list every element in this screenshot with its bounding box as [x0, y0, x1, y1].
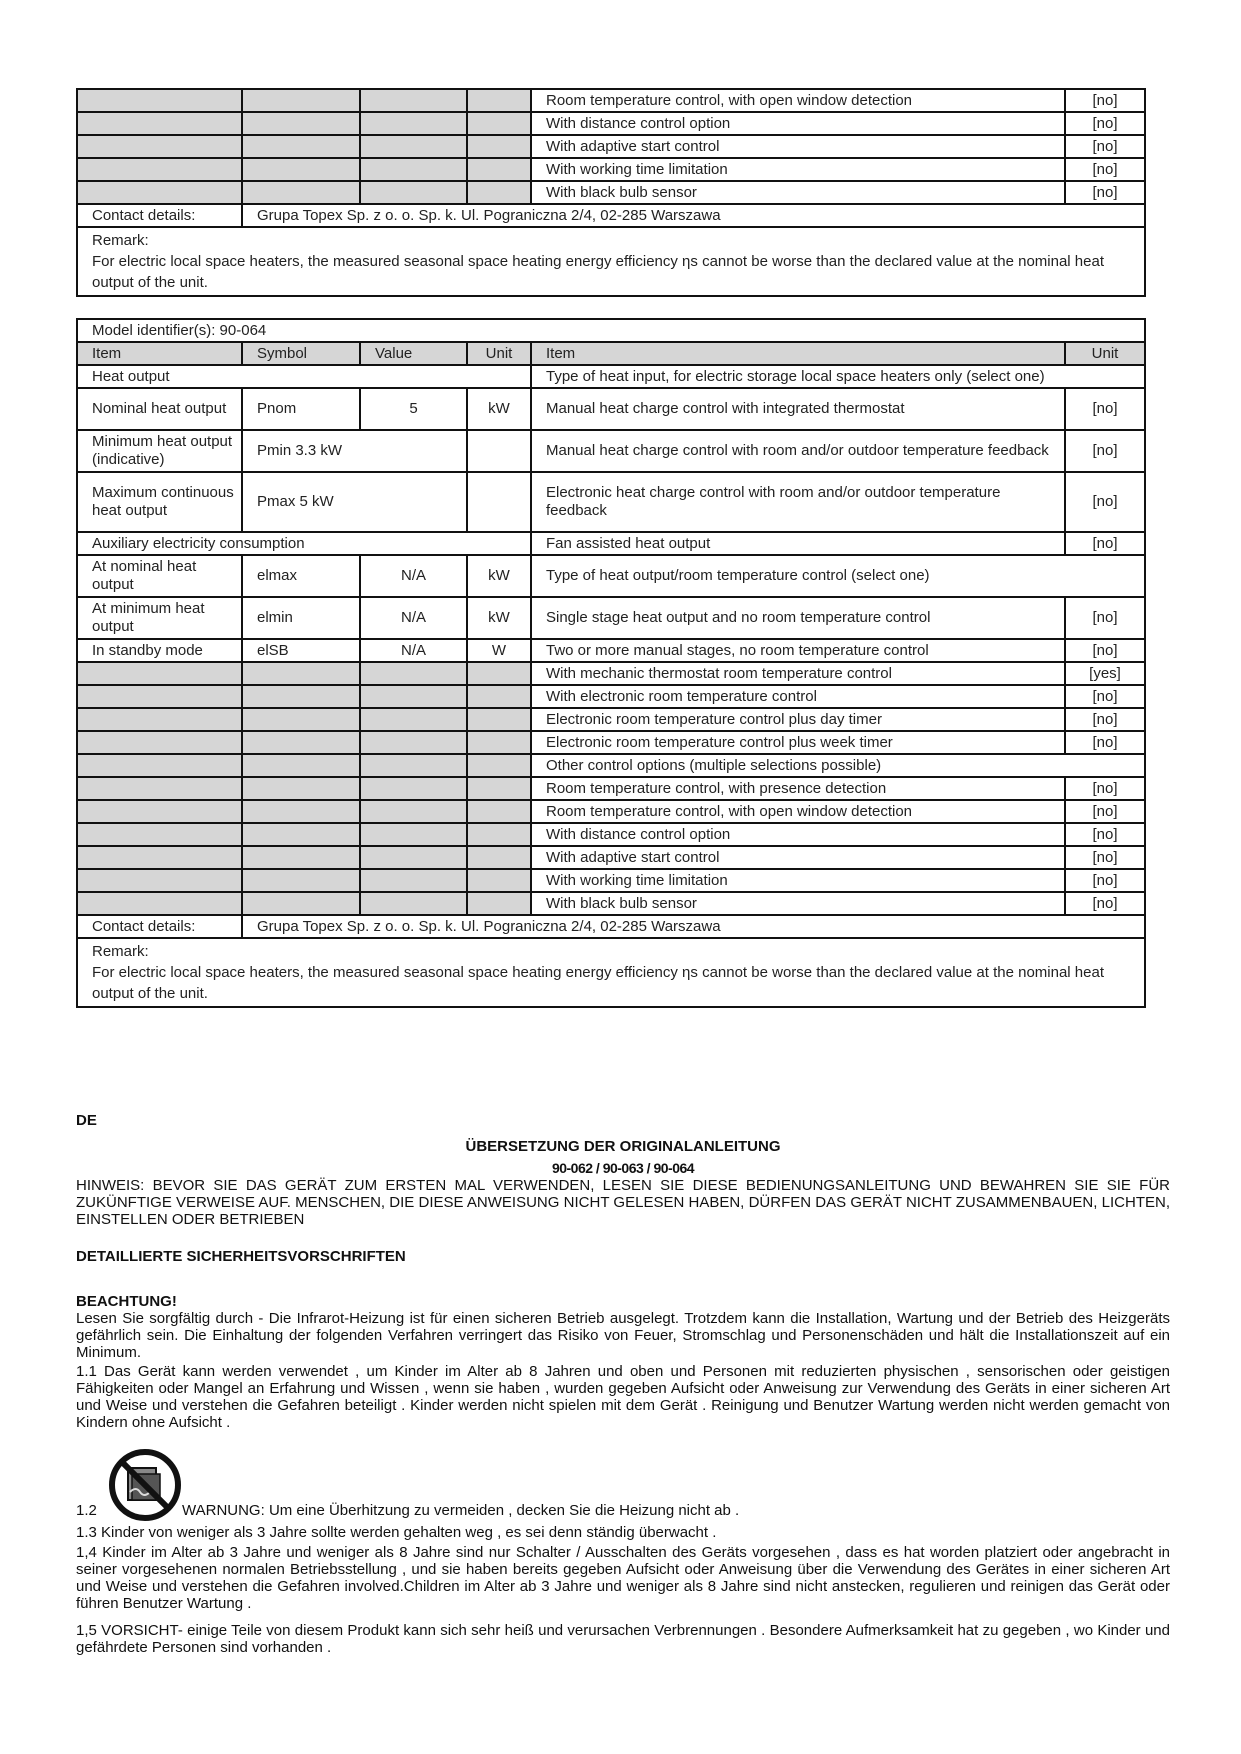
- model-row: [77, 319, 1145, 342]
- control-answer: [no]: [1065, 892, 1145, 915]
- contact-value: Grupa Topex Sp. z o. o. Sp. k. Ul. Pograniczna 2/4, 02-285 Warszawa: [242, 915, 1145, 938]
- paragraph-1-5: 1,5 VORSICHT- einige Teile von diesem Produkt kann sich sehr heiß und verursachen Verbrennungen . Besondere Aufmerksamkeit hat zu gegeben , wo Kinder und gefährdete Personen sind vorhanden .: [76, 1622, 1170, 1656]
- control-answer: [no]: [1065, 472, 1145, 532]
- remark-label: Remark:: [92, 943, 149, 960]
- standby-unit: W: [467, 639, 531, 662]
- control-item: With adaptive start control: [531, 135, 1065, 158]
- control-item: Electronic room temperature control plus week timer: [531, 731, 1065, 754]
- standby-value: N/A: [360, 639, 467, 662]
- heat-input-type: Type of heat input, for electric storage local space heaters only (select one): [531, 365, 1145, 388]
- section-title: ÜBERSETZUNG DER ORIGINALANLEITUNG: [465, 1138, 781, 1155]
- control-answer: [no]: [1065, 639, 1145, 662]
- table-row: [77, 112, 1145, 135]
- header-row: [77, 342, 1145, 365]
- control-answer: [no]: [1065, 731, 1145, 754]
- model-numbers: 90-062 / 90-063 / 90-064: [551, 1160, 695, 1176]
- control-answer: [no]: [1065, 708, 1145, 731]
- control-item: With working time limitation: [531, 158, 1065, 181]
- control-answer: [no]: [1065, 685, 1145, 708]
- control-item: With working time limitation: [531, 869, 1065, 892]
- control-item: Room temperature control, with presence detection: [531, 777, 1065, 800]
- at-minimum-symbol: elmin: [242, 597, 360, 639]
- control-answer: [no]: [1065, 597, 1145, 639]
- spec-table-90-064: [76, 318, 1146, 1008]
- header-item: Item: [77, 342, 242, 365]
- table-row: [77, 181, 1145, 204]
- minimum-label: Minimum heat output (indicative): [77, 430, 242, 472]
- table-row: [77, 869, 1145, 892]
- language-code: DE: [76, 1112, 97, 1129]
- control-item: Electronic heat charge control with room and/or outdoor temperature feedback: [531, 472, 1065, 532]
- control-type-heading: Type of heat output/room temperature control (select one): [531, 555, 1145, 597]
- control-item: Fan assisted heat output: [531, 532, 1065, 555]
- at-minimum-value: N/A: [360, 597, 467, 639]
- control-answer: [no]: [1065, 388, 1145, 430]
- control-item: With distance control option: [531, 823, 1065, 846]
- control-item: Two or more manual stages, no room temperature control: [531, 639, 1065, 662]
- table-row: [77, 662, 1145, 685]
- notice-text: HINWEIS: BEVOR SIE DAS GERÄT ZUM ERSTEN MAL VERWENDEN, LESEN SIE DIESE BEDIENUNGSANLEITUNG UND BEWAHREN SIE SIE FÜR ZUKÜNFTIGE VERWEISE AUF. MENSCHEN, DIE DIESE ANWEISUNG NICHT GELESEN HABEN, DÜRFEN DAS GERÄT NICHT ZUSAMMENBAUEN, LICHTEN, EINSTELLEN ODER BETRIEBEN: [76, 1177, 1170, 1228]
- contact-value: Grupa Topex Sp. z o. o. Sp. k. Ul. Pograniczna 2/4, 02-285 Warszawa: [242, 204, 1145, 227]
- remark-label: Remark:: [92, 232, 149, 249]
- control-answer: [no]: [1065, 869, 1145, 892]
- attention-heading: BEACHTUNG!: [76, 1293, 177, 1310]
- nominal-label: Nominal heat output: [77, 388, 242, 430]
- control-item: With black bulb sensor: [531, 181, 1065, 204]
- header-item-2: Item: [531, 342, 1065, 365]
- aux-consumption-label: Auxiliary electricity consumption: [77, 532, 531, 555]
- header-unit-2: Unit: [1065, 342, 1145, 365]
- at-nominal-value: N/A: [360, 555, 467, 597]
- model-identifier: Model identifier(s): 90-064: [77, 319, 1145, 342]
- control-item: Electronic room temperature control plus day timer: [531, 708, 1065, 731]
- remark-row: [77, 227, 1145, 296]
- paragraph-1-2: WARNUNG: Um eine Überhitzung zu vermeiden , decken Sie die Heizung nicht ab .: [182, 1502, 740, 1519]
- safety-heading: DETAILLIERTE SICHERHEITSVORSCHRIFTEN: [76, 1248, 406, 1265]
- header-unit: Unit: [467, 342, 531, 365]
- control-answer: [no]: [1065, 777, 1145, 800]
- control-answer: [no]: [1065, 823, 1145, 846]
- table-row: [77, 89, 1145, 112]
- header-value: Value: [360, 342, 467, 365]
- control-answer: [no]: [1065, 532, 1145, 555]
- remark-row: [77, 938, 1145, 1007]
- control-answer: [no]: [1065, 430, 1145, 472]
- other-options-heading: Other control options (multiple selections possible): [531, 754, 1145, 777]
- control-item: With electronic room temperature control: [531, 685, 1065, 708]
- table-row: [77, 708, 1145, 731]
- table-row: [77, 639, 1145, 662]
- control-item: With mechanic thermostat room temperature control: [531, 662, 1065, 685]
- control-answer: [no]: [1065, 112, 1145, 135]
- control-answer: [no]: [1065, 89, 1145, 112]
- table-row: [77, 532, 1145, 555]
- intro-paragraph: Lesen Sie sorgfältig durch - Die Infrarot-Heizung ist für einen sicheren Betrieb ausgelegt. Trotzdem kann die Installation, Wartung und der Betrieb des Heizgeräts gefährlich sein. Die Einhaltung der folgenden Verfahren verringert das Risiko von Feuer, Stromschlag und Personenschäden und hält die Installationszeit auf ein Minimum.: [76, 1310, 1170, 1361]
- contact-row: [77, 204, 1145, 227]
- control-item: With distance control option: [531, 112, 1065, 135]
- spec-table-continued: [76, 88, 1146, 297]
- table-row: [77, 731, 1145, 754]
- control-answer: [no]: [1065, 158, 1145, 181]
- table-row: [77, 754, 1145, 777]
- at-nominal-unit: kW: [467, 555, 531, 597]
- paragraph-1-4: 1,4 Kinder im Alter ab 3 Jahre und weniger als 8 Jahre sind nur Schalter / Ausschalten des Geräts vorgesehen , dass es hat worden platziert oder angebracht in seiner vorgesehenen normalen Betriebsstellung , und sie haben bereits gegeben Aufsicht oder Anweisung über die Verwendung des Gerätes in einer sicheren Art und Weise und verstehen die Gefahren involved.Children im Alter ab 3 Jahre und weniger als 8 Jahre sind nicht anstecken, regulieren und reinigen das Gerät oder führen Benutzer Wartung .: [76, 1544, 1170, 1612]
- control-item: With black bulb sensor: [531, 892, 1065, 915]
- table-row: [77, 430, 1145, 472]
- table-row: [77, 846, 1145, 869]
- control-answer: [no]: [1065, 846, 1145, 869]
- control-item: Single stage heat output and no room temperature control: [531, 597, 1065, 639]
- paragraph-1-1: 1.1 Das Gerät kann werden verwendet , um Kinder im Alter ab 8 Jahren und oben und Personen mit reduzierten physischen , sensorischen oder geistigen Fähigkeiten oder Mangel an Erfahrung und Wissen , wenn sie haben , wurden gegeben Aufsicht oder Anweisung zur Verwendung des Geräts in einer sicheren Art und Weise und verstehen die Gefahren beteiligt . Kinder werden nicht spielen mit dem Gerät . Reinigung und Benutzer Wartung werden nicht werden gemacht von Kindern ohne Aufsicht .: [76, 1363, 1170, 1431]
- at-nominal-label: At nominal heat output: [77, 555, 242, 597]
- contact-label: Contact details:: [77, 204, 242, 227]
- control-item: Manual heat charge control with room and/or outdoor temperature feedback: [531, 430, 1065, 472]
- control-answer: [no]: [1065, 135, 1145, 158]
- contact-label: Contact details:: [77, 915, 242, 938]
- control-answer: [no]: [1065, 181, 1145, 204]
- at-minimum-label: At minimum heat output: [77, 597, 242, 639]
- table-row: [77, 365, 1145, 388]
- standby-symbol: elSB: [242, 639, 360, 662]
- table-row: [77, 685, 1145, 708]
- nominal-unit: kW: [467, 388, 531, 430]
- control-answer: [no]: [1065, 800, 1145, 823]
- control-item: Room temperature control, with open window detection: [531, 89, 1065, 112]
- remark-text: For electric local space heaters, the measured seasonal space heating energy efficiency ηs cannot be worse than the declared value at the nominal heat output of the unit.: [92, 253, 1105, 291]
- control-answer: [yes]: [1065, 662, 1145, 685]
- table-row: [77, 555, 1145, 597]
- table-row: [77, 892, 1145, 915]
- table-row: [77, 777, 1145, 800]
- control-item: With adaptive start control: [531, 846, 1065, 869]
- table-row: [77, 388, 1145, 430]
- contact-row: [77, 915, 1145, 938]
- remark-text: For electric local space heaters, the measured seasonal space heating energy efficiency ηs cannot be worse than the declared value at the nominal heat output of the unit.: [92, 964, 1105, 1002]
- paragraph-1-3: 1.3 Kinder von weniger als 3 Jahre sollte werden gehalten weg , es sei denn ständig überwacht .: [76, 1524, 717, 1541]
- table-row: [77, 800, 1145, 823]
- table-row: [77, 597, 1145, 639]
- minimum-symbol: Pmin 3.3 kW: [242, 430, 467, 472]
- at-nominal-symbol: elmax: [242, 555, 360, 597]
- heat-output-label: Heat output: [77, 365, 531, 388]
- table-row: [77, 158, 1145, 181]
- table-row: [77, 135, 1145, 158]
- control-item: Manual heat charge control with integrated thermostat: [531, 388, 1065, 430]
- at-minimum-unit: kW: [467, 597, 531, 639]
- paragraph-1-2-number: 1.2: [76, 1502, 97, 1519]
- maximum-label: Maximum continuous heat output: [77, 472, 242, 532]
- control-item: Room temperature control, with open window detection: [531, 800, 1065, 823]
- table-row: [77, 823, 1145, 846]
- table-row: [77, 472, 1145, 532]
- standby-label: In standby mode: [77, 639, 242, 662]
- maximum-symbol: Pmax 5 kW: [242, 472, 467, 532]
- nominal-symbol: Pnom: [242, 388, 360, 430]
- header-symbol: Symbol: [242, 342, 360, 365]
- nominal-value: 5: [360, 388, 467, 430]
